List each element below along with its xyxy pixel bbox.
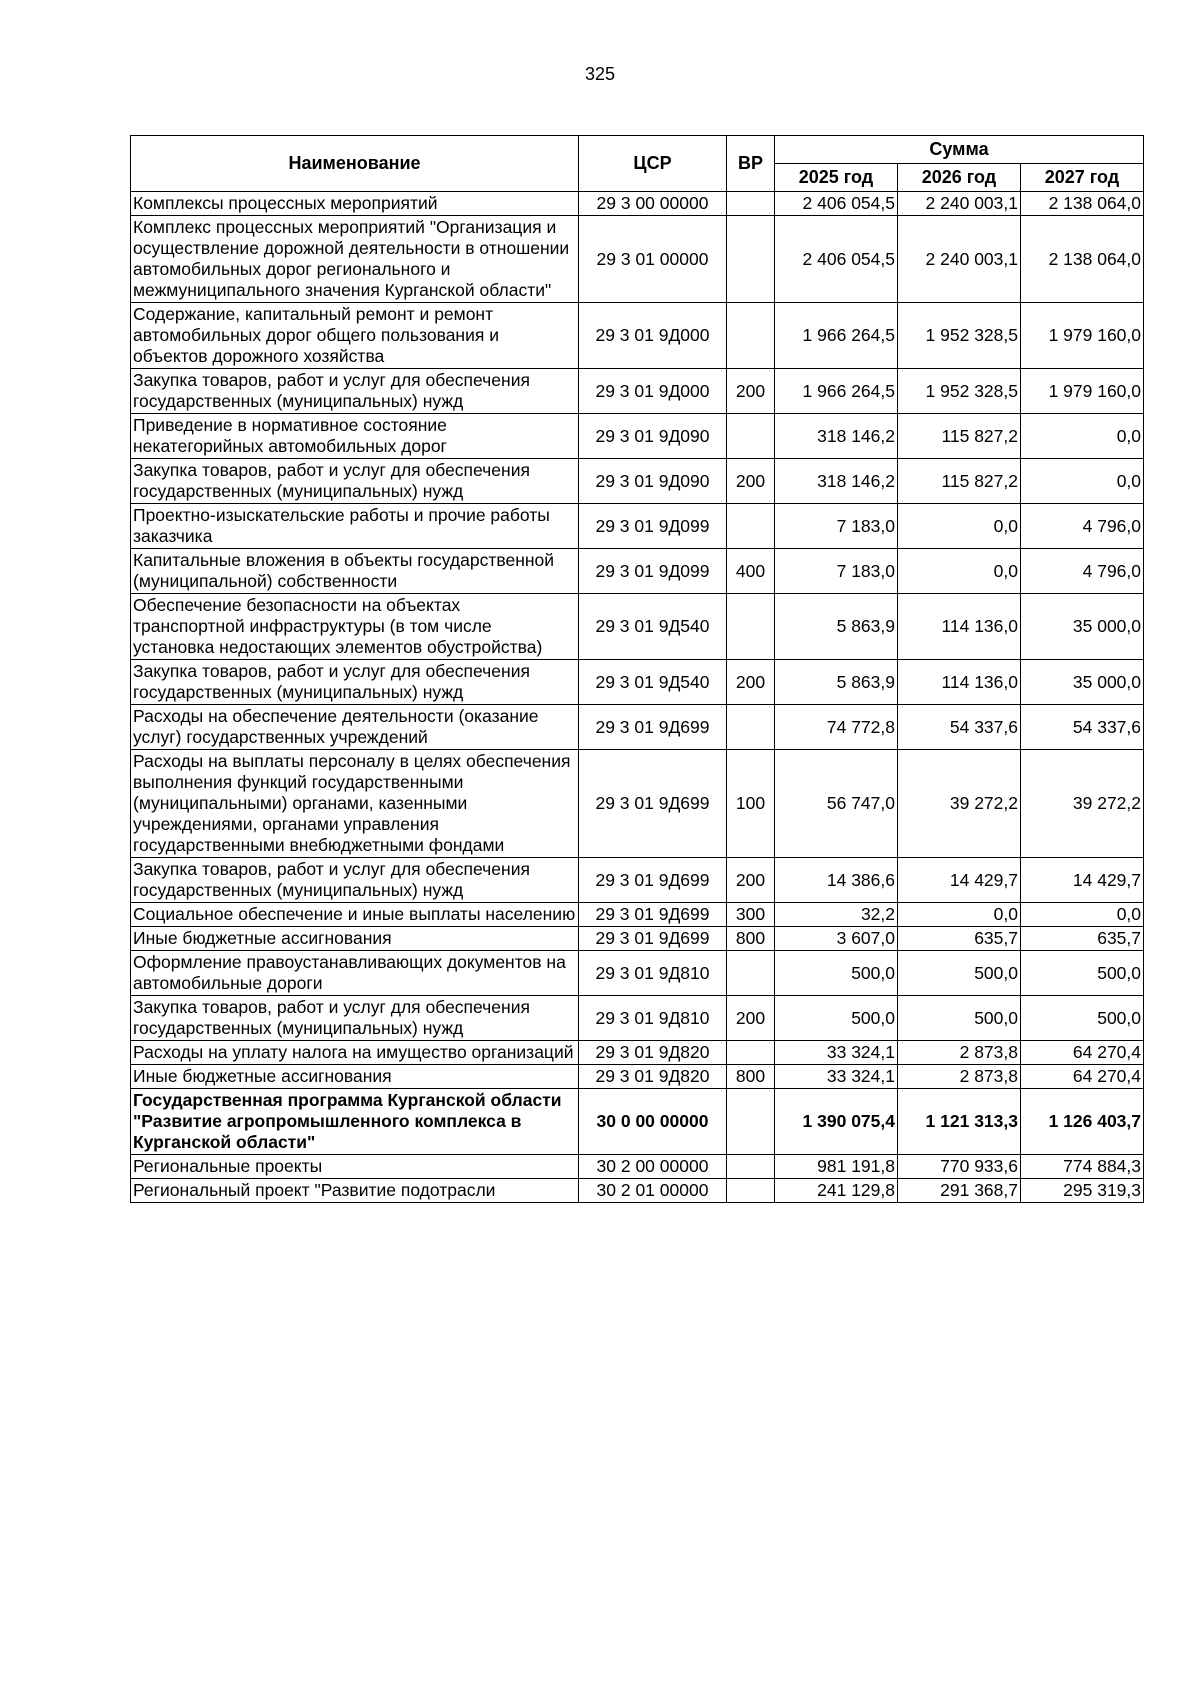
row-value-2025: 981 191,8 [775,1155,898,1179]
row-value-2025: 318 146,2 [775,459,898,504]
row-name: Региональные проекты [131,1155,579,1179]
row-value-2026: 500,0 [898,951,1021,996]
row-value-2027: 64 270,4 [1021,1065,1144,1089]
row-vr: 400 [727,549,775,594]
row-value-2027: 35 000,0 [1021,594,1144,660]
row-vr [727,1155,775,1179]
row-csr: 29 3 01 9Д699 [579,903,727,927]
row-csr: 29 3 01 9Д810 [579,951,727,996]
row-value-2027: 4 796,0 [1021,504,1144,549]
row-name: Приведение в нормативное состояние некатегорийных автомобильных дорог [131,414,579,459]
table-row [131,951,1144,996]
row-vr: 200 [727,660,775,705]
table-row [131,216,1144,303]
row-value-2027: 4 796,0 [1021,549,1144,594]
row-value-2025: 33 324,1 [775,1065,898,1089]
row-value-2027: 500,0 [1021,951,1144,996]
row-vr: 200 [727,369,775,414]
table-row [131,369,1144,414]
table-row [131,660,1144,705]
row-value-2026: 2 873,8 [898,1065,1021,1089]
row-csr: 29 3 01 9Д820 [579,1065,727,1089]
row-value-2025: 318 146,2 [775,414,898,459]
row-value-2025: 1 966 264,5 [775,303,898,369]
table-row [131,549,1144,594]
row-vr: 200 [727,459,775,504]
row-name: Закупка товаров, работ и услуг для обеспечения государственных (муниципальных) нужд [131,660,579,705]
table-row [131,996,1144,1041]
row-value-2026: 115 827,2 [898,414,1021,459]
table-row [131,303,1144,369]
row-vr [727,1041,775,1065]
row-name: Обеспечение безопасности на объектах транспортной инфраструктуры (в том числе установка недостающих элементов обустройства) [131,594,579,660]
header-year-2025: 2025 год [775,164,898,192]
row-vr: 200 [727,858,775,903]
row-name: Комплекс процессных мероприятий "Организация и осуществление дорожной деятельности в отношении автомобильных дорог регионального и межмуниципального значения Курганской области" [131,216,579,303]
header-year-2027: 2027 год [1021,164,1144,192]
table-row [131,903,1144,927]
row-value-2027: 0,0 [1021,903,1144,927]
row-name: Закупка товаров, работ и услуг для обеспечения государственных (муниципальных) нужд [131,858,579,903]
table-row [131,1065,1144,1089]
row-name: Закупка товаров, работ и услуг для обеспечения государственных (муниципальных) нужд [131,459,579,504]
table-row [131,1179,1144,1203]
header-sum: Сумма [775,136,1144,164]
row-value-2026: 2 240 003,1 [898,192,1021,216]
row-csr: 30 2 00 00000 [579,1155,727,1179]
row-csr: 30 0 00 00000 [579,1089,727,1155]
row-csr: 29 3 01 9Д820 [579,1041,727,1065]
row-csr: 29 3 01 9Д000 [579,369,727,414]
header-year-2026: 2026 год [898,164,1021,192]
table-row [131,594,1144,660]
table-row [131,858,1144,903]
row-value-2025: 500,0 [775,996,898,1041]
row-value-2027: 1 979 160,0 [1021,303,1144,369]
row-csr: 29 3 01 9Д540 [579,660,727,705]
budget-table [130,135,1144,1203]
row-value-2025: 2 406 054,5 [775,192,898,216]
table-row [131,504,1144,549]
row-vr [727,303,775,369]
table-row [131,705,1144,750]
row-vr: 100 [727,750,775,858]
row-name: Закупка товаров, работ и услуг для обеспечения государственных (муниципальных) нужд [131,996,579,1041]
row-vr: 800 [727,1065,775,1089]
row-csr: 30 2 01 00000 [579,1179,727,1203]
row-name: Содержание, капитальный ремонт и ремонт автомобильных дорог общего пользования и объектов дорожного хозяйства [131,303,579,369]
table-body [131,192,1144,1203]
row-csr: 29 3 01 9Д699 [579,750,727,858]
row-name: Социальное обеспечение и иные выплаты населению [131,903,579,927]
row-value-2025: 14 386,6 [775,858,898,903]
row-value-2025: 5 863,9 [775,660,898,705]
table-row [131,1041,1144,1065]
row-value-2026: 500,0 [898,996,1021,1041]
header-name: Наименование [131,136,579,192]
row-value-2025: 1 966 264,5 [775,369,898,414]
row-value-2027: 1 126 403,7 [1021,1089,1144,1155]
row-value-2025: 500,0 [775,951,898,996]
row-vr [727,192,775,216]
row-value-2026: 291 368,7 [898,1179,1021,1203]
row-name: Государственная программа Курганской области "Развитие агропромышленного комплекса в Курганской области" [131,1089,579,1155]
row-value-2026: 114 136,0 [898,594,1021,660]
row-value-2027: 0,0 [1021,459,1144,504]
row-vr [727,594,775,660]
row-value-2027: 2 138 064,0 [1021,216,1144,303]
row-value-2027: 295 319,3 [1021,1179,1144,1203]
row-value-2026: 1 952 328,5 [898,303,1021,369]
row-name: Региональный проект "Развитие подотрасли [131,1179,579,1203]
row-csr: 29 3 01 9Д090 [579,459,727,504]
row-vr [727,216,775,303]
table-row [131,192,1144,216]
row-value-2025: 3 607,0 [775,927,898,951]
row-value-2027: 54 337,6 [1021,705,1144,750]
row-vr [727,504,775,549]
row-value-2026: 1 121 313,3 [898,1089,1021,1155]
row-value-2026: 770 933,6 [898,1155,1021,1179]
table-row [131,750,1144,858]
row-value-2025: 7 183,0 [775,549,898,594]
row-value-2026: 0,0 [898,549,1021,594]
row-value-2025: 56 747,0 [775,750,898,858]
row-csr: 29 3 01 9Д099 [579,504,727,549]
row-csr: 29 3 01 9Д699 [579,927,727,951]
row-vr: 800 [727,927,775,951]
row-value-2027: 774 884,3 [1021,1155,1144,1179]
row-value-2027: 500,0 [1021,996,1144,1041]
row-csr: 29 3 01 9Д099 [579,549,727,594]
row-value-2027: 39 272,2 [1021,750,1144,858]
row-value-2027: 2 138 064,0 [1021,192,1144,216]
row-value-2026: 54 337,6 [898,705,1021,750]
row-csr: 29 3 00 00000 [579,192,727,216]
row-value-2026: 2 873,8 [898,1041,1021,1065]
row-vr [727,951,775,996]
row-name: Расходы на уплату налога на имущество организаций [131,1041,579,1065]
row-value-2025: 5 863,9 [775,594,898,660]
table-row [131,1089,1144,1155]
row-csr: 29 3 01 9Д699 [579,705,727,750]
row-vr [727,1179,775,1203]
row-value-2026: 14 429,7 [898,858,1021,903]
row-value-2025: 241 129,8 [775,1179,898,1203]
row-vr: 300 [727,903,775,927]
row-value-2027: 64 270,4 [1021,1041,1144,1065]
page-number: 325 [584,64,616,84]
header-csr: ЦСР [579,136,727,192]
table-row [131,414,1144,459]
table-row [131,459,1144,504]
row-value-2027: 35 000,0 [1021,660,1144,705]
row-csr: 29 3 01 9Д810 [579,996,727,1041]
row-value-2026: 2 240 003,1 [898,216,1021,303]
row-name: Оформление правоустанавливающих документов на автомобильные дороги [131,951,579,996]
row-value-2027: 0,0 [1021,414,1144,459]
table-row [131,1155,1144,1179]
row-value-2027: 14 429,7 [1021,858,1144,903]
row-name: Капитальные вложения в объекты государственной (муниципальной) собственности [131,549,579,594]
row-value-2025: 74 772,8 [775,705,898,750]
table-row [131,927,1144,951]
row-value-2025: 32,2 [775,903,898,927]
row-name: Расходы на обеспечение деятельности (оказание услуг) государственных учреждений [131,705,579,750]
header-vr: ВР [727,136,775,192]
row-value-2025: 7 183,0 [775,504,898,549]
row-value-2027: 1 979 160,0 [1021,369,1144,414]
row-value-2026: 635,7 [898,927,1021,951]
row-value-2026: 1 952 328,5 [898,369,1021,414]
row-name: Закупка товаров, работ и услуг для обеспечения государственных (муниципальных) нужд [131,369,579,414]
row-csr: 29 3 01 9Д000 [579,303,727,369]
row-vr [727,414,775,459]
row-name: Иные бюджетные ассигнования [131,1065,579,1089]
row-value-2026: 0,0 [898,504,1021,549]
row-value-2026: 0,0 [898,903,1021,927]
row-value-2025: 1 390 075,4 [775,1089,898,1155]
row-vr [727,705,775,750]
row-csr: 29 3 01 9Д090 [579,414,727,459]
row-vr: 200 [727,996,775,1041]
row-value-2026: 114 136,0 [898,660,1021,705]
row-value-2026: 39 272,2 [898,750,1021,858]
row-name: Иные бюджетные ассигнования [131,927,579,951]
row-value-2026: 115 827,2 [898,459,1021,504]
row-csr: 29 3 01 00000 [579,216,727,303]
row-csr: 29 3 01 9Д540 [579,594,727,660]
row-name: Расходы на выплаты персоналу в целях обеспечения выполнения функций государственными (муниципальными) органами, казенными учреждениями, органами управления государственными внебюджетными фондами [131,750,579,858]
row-value-2025: 2 406 054,5 [775,216,898,303]
row-vr [727,1089,775,1155]
row-name: Проектно-изыскательские работы и прочие работы заказчика [131,504,579,549]
row-csr: 29 3 01 9Д699 [579,858,727,903]
row-value-2025: 33 324,1 [775,1041,898,1065]
row-name: Комплексы процессных мероприятий [131,192,579,216]
row-value-2027: 635,7 [1021,927,1144,951]
